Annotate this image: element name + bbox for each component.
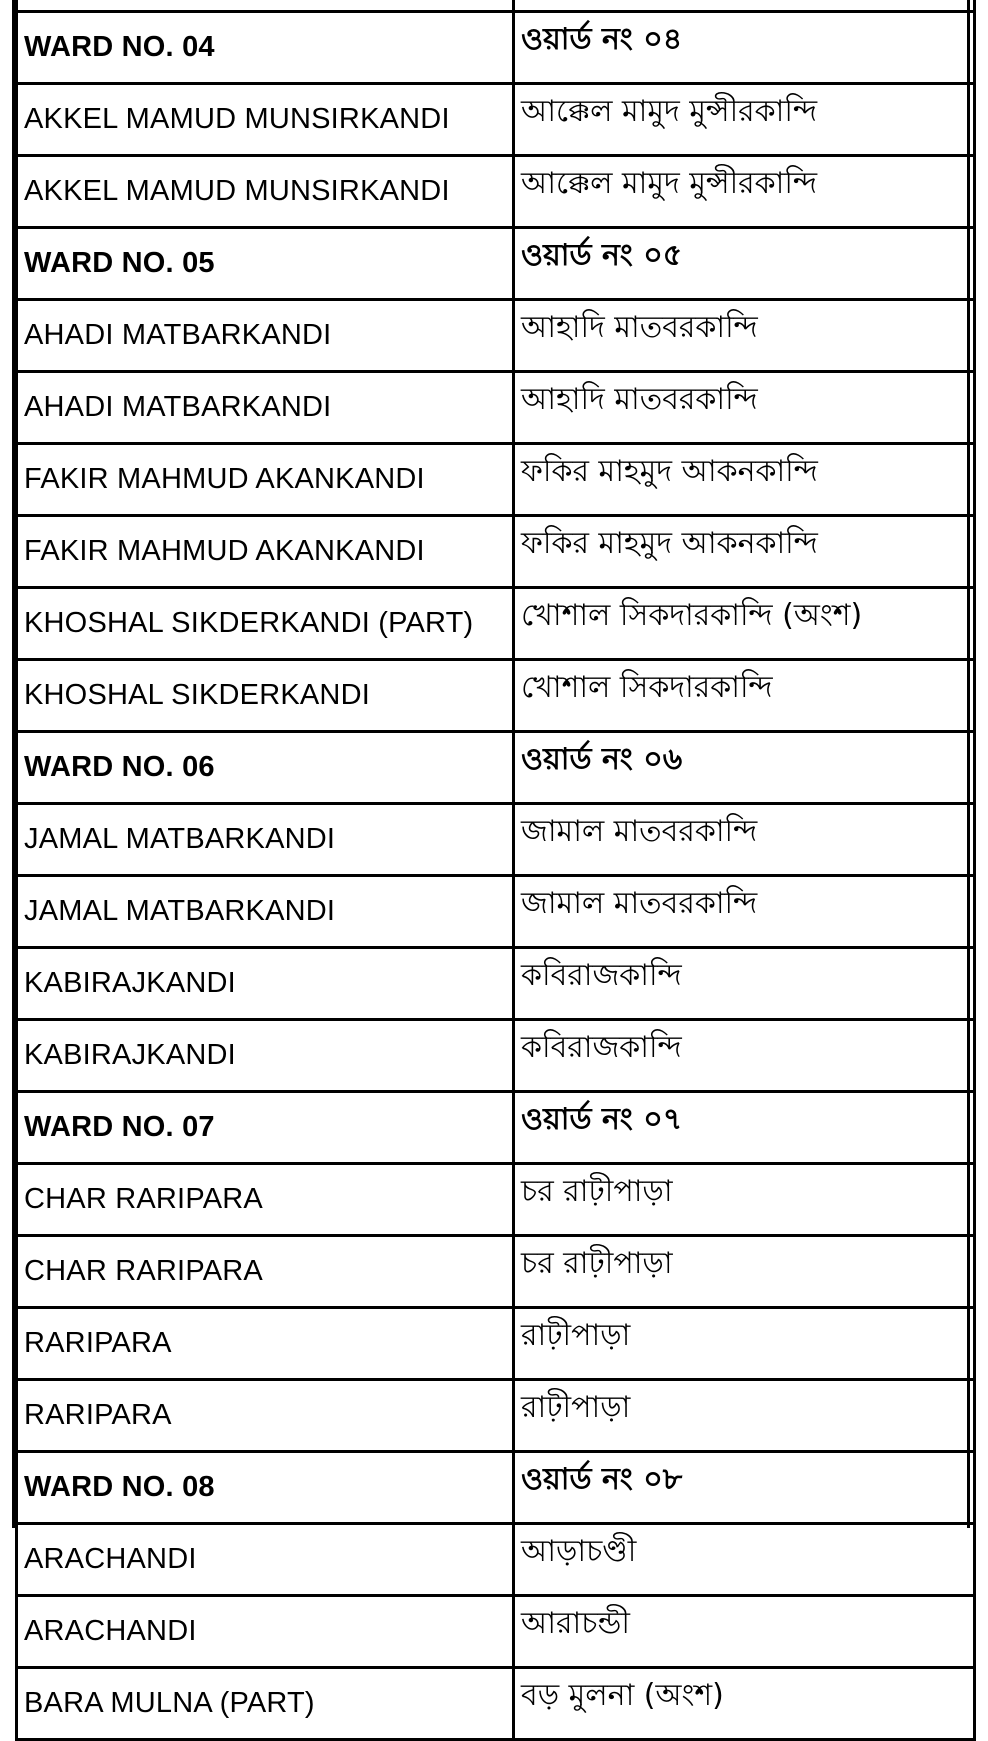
ward-header-row: [17, 1452, 975, 1524]
village-name-bangla: কবিরাজকান্দি: [514, 948, 975, 1020]
village-name-bangla: রাঢ়ীপাড়া: [514, 1308, 975, 1380]
village-name-english: KABIRAJKANDI: [17, 1020, 514, 1092]
table-body: [17, 0, 975, 1740]
village-name-bangla: কবিরাজকান্দি: [514, 1020, 975, 1092]
left-partial-column: [0, 0, 15, 1528]
village-name-bangla: বড় মুলনা (অংশ): [514, 1668, 975, 1740]
village-name-english: ARACHANDI: [17, 1524, 514, 1596]
village-name-english: KHOSHAL SIKDERKANDI: [17, 660, 514, 732]
village-name-bangla: আক্কেল মামুদ মুন্সীরকান্দি: [514, 156, 975, 228]
village-name-english: CHAR RARIPARA: [17, 1164, 514, 1236]
village-name-english: AKKEL MAMUD MUNSIRKANDI: [17, 156, 514, 228]
village-name-english: CHAR RARIPARA: [17, 1236, 514, 1308]
village-name-bangla: খোশাল সিকদারকান্দি (অংশ): [514, 588, 975, 660]
village-name-bangla: আরাচন্ডী: [514, 1596, 975, 1668]
village-row: [17, 1380, 975, 1452]
ward-number-bangla: ওয়ার্ড নং ০৫: [514, 228, 975, 300]
village-name-english: BARA MULNA (PART): [17, 1668, 514, 1740]
village-name-bangla: চর রাঢ়ীপাড়া: [514, 1164, 975, 1236]
ward-number-bangla: ওয়ার্ড নং ০৪: [514, 12, 975, 84]
village-row: [17, 1164, 975, 1236]
ward-village-table: [15, 0, 976, 1741]
village-name-bangla: আক্কেল মামুদ মুন্সীরকান্দি: [514, 84, 975, 156]
ward-number-bangla: ওয়ার্ড নং ০৬: [514, 732, 975, 804]
village-name-bangla: রাঢ়ীপাড়া: [514, 1380, 975, 1452]
ward-number-english: WARD NO. 05: [17, 228, 514, 300]
village-name-bangla: খোশাল সিকদারকান্দি: [514, 660, 975, 732]
village-row: [17, 948, 975, 1020]
village-row: [17, 300, 975, 372]
village-row: [17, 516, 975, 588]
village-name-bangla: আহাদি মাতবরকান্দি: [514, 300, 975, 372]
village-row: [17, 588, 975, 660]
village-row: [17, 1668, 975, 1740]
village-row: [17, 84, 975, 156]
village-name-bangla: আড়াচণ্ডী: [514, 1524, 975, 1596]
cut-off-top-row: [17, 0, 975, 12]
village-name-english: ARACHANDI: [17, 1596, 514, 1668]
ward-number-bangla: ওয়ার্ড নং ০৮: [514, 1452, 975, 1524]
village-name-bangla: জামাল মাতবরকান্দি: [514, 876, 975, 948]
village-row: [17, 804, 975, 876]
village-name-english: KHOSHAL SIKDERKANDI (PART): [17, 588, 514, 660]
village-row: [17, 1020, 975, 1092]
village-row: [17, 1596, 975, 1668]
village-name-english: RARIPARA: [17, 1380, 514, 1452]
village-row: [17, 1308, 975, 1380]
village-name-english: AHADI MATBARKANDI: [17, 300, 514, 372]
village-row: [17, 1524, 975, 1596]
ward-header-row: [17, 12, 975, 84]
ward-number-english: WARD NO. 08: [17, 1452, 514, 1524]
ward-number-english: WARD NO. 06: [17, 732, 514, 804]
village-name-english: JAMAL MATBARKANDI: [17, 876, 514, 948]
village-name-english: RARIPARA: [17, 1308, 514, 1380]
village-row: [17, 876, 975, 948]
village-name-bangla: ফকির মাহমুদ আকনকান্দি: [514, 444, 975, 516]
village-name-bangla: চর রাঢ়ীপাড়া: [514, 1236, 975, 1308]
ward-header-row: [17, 732, 975, 804]
village-row: [17, 1236, 975, 1308]
ward-number-bangla: ওয়ার্ড নং ০৭: [514, 1092, 975, 1164]
village-name-english: JAMAL MATBARKANDI: [17, 804, 514, 876]
village-row: [17, 372, 975, 444]
village-name-english: FAKIR MAHMUD AKANKANDI: [17, 516, 514, 588]
village-name-bangla: জামাল মাতবরকান্দি: [514, 804, 975, 876]
village-row: [17, 156, 975, 228]
ward-header-row: [17, 228, 975, 300]
ward-number-english: WARD NO. 07: [17, 1092, 514, 1164]
village-name-english: AHADI MATBARKANDI: [17, 372, 514, 444]
ward-header-row: [17, 1092, 975, 1164]
village-name-bangla: আহাদি মাতবরকান্দি: [514, 372, 975, 444]
ward-number-english: WARD NO. 04: [17, 12, 514, 84]
village-name-bangla: ফকির মাহমুদ আকনকান্দি: [514, 516, 975, 588]
village-name-english: FAKIR MAHMUD AKANKANDI: [17, 444, 514, 516]
village-name-english: AKKEL MAMUD MUNSIRKANDI: [17, 84, 514, 156]
village-row: [17, 660, 975, 732]
village-row: [17, 444, 975, 516]
village-name-english: KABIRAJKANDI: [17, 948, 514, 1020]
